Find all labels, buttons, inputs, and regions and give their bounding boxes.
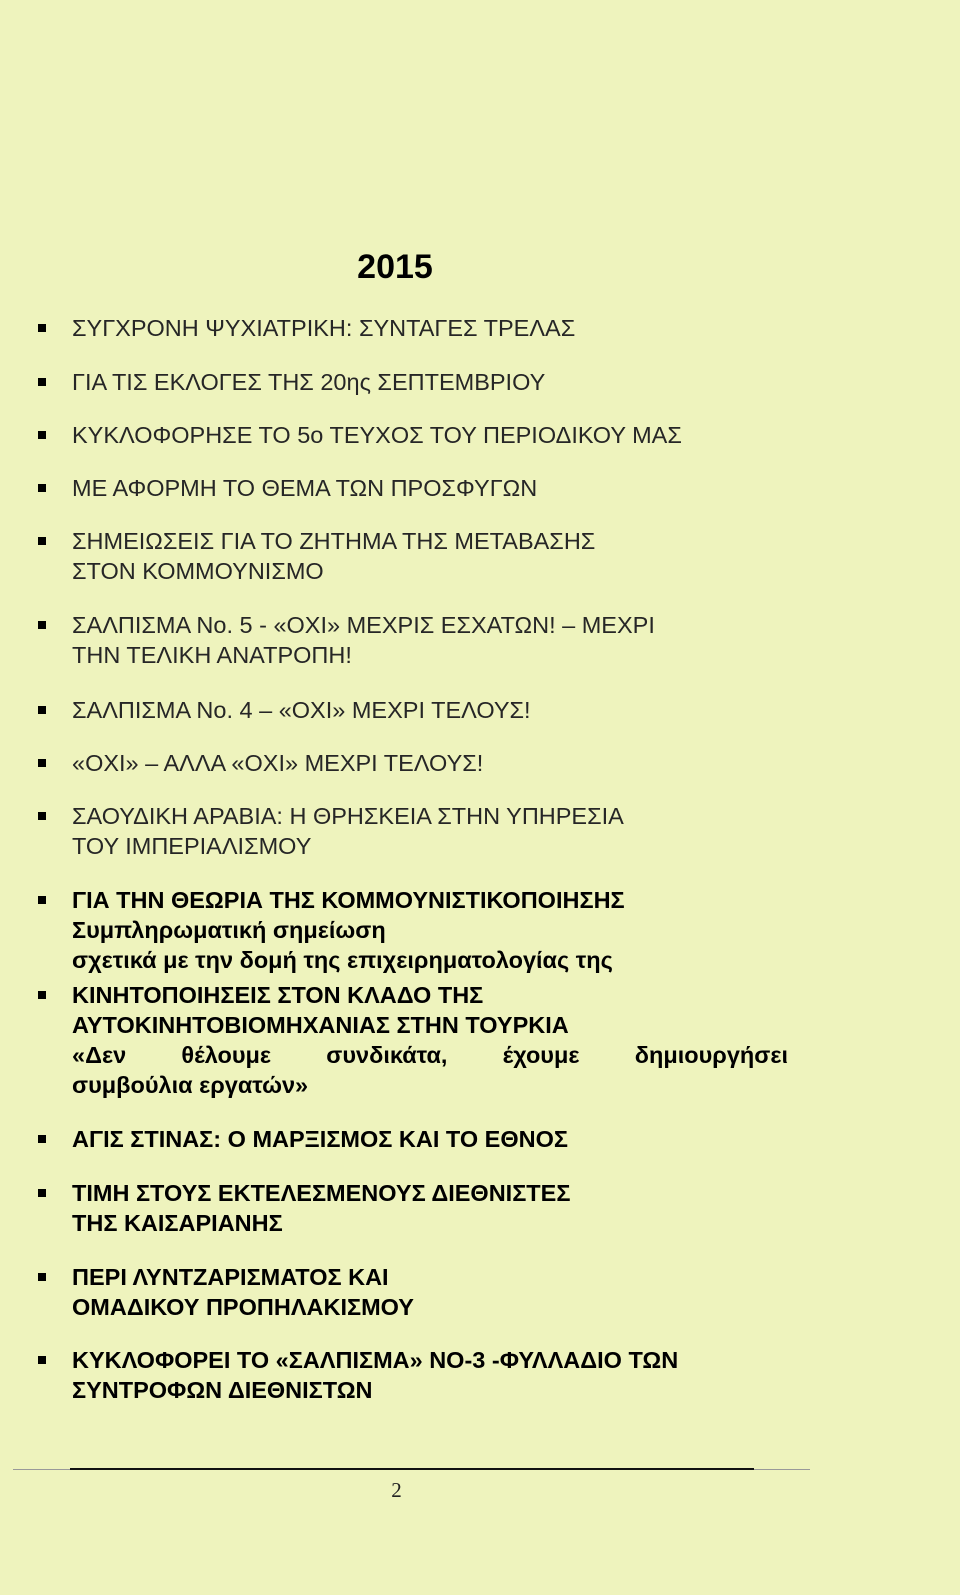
bullet-icon [38,812,46,820]
bullet-icon [38,1356,46,1364]
item-line: ΣΑΛΠΙΣΜΑ Νο. 4 – «ΟΧΙ» ΜΕΧΡΙ ΤΕΛΟΥΣ! [72,697,531,723]
item-line: ΓΙΑ ΤΙΣ ΕΚΛΟΓΕΣ ΤΗΣ 20ης ΣΕΠΤΕΜΒΡΙΟΥ [72,369,546,395]
item-line: ΤΗΣ ΚΑΙΣΑΡΙΑΝΗΣ [72,1210,283,1236]
list-item[interactable] [38,367,788,397]
year-heading: 2015 [357,248,433,286]
item-line: «ΟΧΙ» – ΑΛΛΑ «ΟΧΙ» ΜΕΧΡΙ ΤΕΛΟΥΣ! [72,750,484,776]
bullet-icon [38,537,46,545]
item-line: ΣΑΟΥΔΙΚΗ ΑΡΑΒΙΑ: Η ΘΡΗΣΚΕΙΑ ΣΤΗΝ ΥΠΗΡΕΣΙΑ [72,803,624,829]
bullet-icon [38,484,46,492]
item-line: Συμπληρωματική σημείωση [72,917,386,943]
item-line: ΑΓΙΣ ΣΤΙΝΑΣ: Ο ΜΑΡΞΙΣΜΟΣ ΚΑΙ ΤΟ ΕΘΝΟΣ [72,1126,568,1152]
list-item[interactable] [38,1124,788,1154]
list-item[interactable] [38,313,788,343]
item-line: ΣΗΜΕΙΩΣΕΙΣ ΓΙΑ ΤΟ ΖΗΤΗΜΑ ΤΗΣ ΜΕΤΑΒΑΣΗΣ [72,528,596,554]
bullet-icon [38,1189,46,1197]
item-line: ΣΑΛΠΙΣΜΑ Νο. 5 - «ΟΧΙ» ΜΕΧΡΙΣ ΕΣΧΑΤΩΝ! – ΜΕΧΡΙ [72,612,655,638]
item-line: ΑΥΤΟΚΙΝΗΤΟΒΙΟΜΗΧΑΝΙΑΣ ΣΤΗΝ ΤΟΥΡΚΙΑ [72,1012,569,1038]
bullet-icon [38,706,46,714]
item-line: «Δεν θέλουμε συνδικάτα, έχουμε δημιουργήσει [72,1042,788,1068]
item-line: ΠΕΡΙ ΛΥΝΤΖΑΡΙΣΜΑΤΟΣ ΚΑΙ [72,1264,389,1290]
list-item[interactable] [38,473,788,503]
item-line: ΚΥΚΛΟΦΟΡΕΙ ΤΟ «ΣΑΛΠΙΣΜΑ» ΝΟ-3 -ΦΥΛΛΑΔΙΟ ΤΩΝ [72,1347,679,1373]
list-item[interactable] [38,1178,788,1238]
item-line: ΚΙΝΗΤΟΠΟΙΗΣΕΙΣ ΣΤΟΝ ΚΛΑΔΟ ΤΗΣ [72,982,484,1008]
list-item[interactable] [38,420,788,450]
item-line: σχετικά με την δομή της επιχειρηματολογίας της [72,947,613,973]
item-line: ΜΕ ΑΦΟΡΜΗ ΤΟ ΘΕΜΑ ΤΩΝ ΠΡΟΣΦΥΓΩΝ [72,475,538,501]
list-item[interactable] [38,1345,788,1405]
item-line: ΣΤΟΝ ΚΟΜΜΟΥΝΙΣΜΟ [72,558,324,584]
list-item[interactable] [38,610,788,670]
bullet-icon [38,991,46,999]
item-line: ΟΜΑΔΙΚΟΥ ΠΡΟΠΗΛΑΚΙΣΜΟΥ [72,1294,414,1320]
item-line: ΣΥΓΧΡΟΝΗ ΨΥΧΙΑΤΡΙΚΗ: ΣΥΝΤΑΓΕΣ ΤΡΕΛΑΣ [72,315,576,341]
item-line: συμβούλια εργατών» [72,1072,309,1098]
item-line: ΓΙΑ ΤΗΝ ΘΕΩΡΙΑ ΤΗΣ ΚΟΜΜΟΥΝΙΣΤΙΚΟΠΟΙΗΣΗΣ [72,887,625,913]
bullet-icon [38,1273,46,1281]
bullet-icon [38,896,46,904]
bullet-icon [38,378,46,386]
page-number: 2 [391,1478,402,1502]
item-line: ΣΥΝΤΡΟΦΩΝ ΔΙΕΘΝΙΣΤΩΝ [72,1377,373,1403]
list-item[interactable] [38,885,788,975]
item-line: ΤΟΥ ΙΜΠΕΡΙΑΛΙΣΜΟΥ [72,833,312,859]
list-item[interactable] [38,980,788,1100]
item-line: ΤΙΜΗ ΣΤΟΥΣ ΕΚΤΕΛΕΣΜΕΝΟΥΣ ΔΙΕΘΝΙΣΤΕΣ [72,1180,571,1206]
bullet-icon [38,324,46,332]
bullet-icon [38,759,46,767]
bullet-icon [38,1135,46,1143]
list-item[interactable] [38,801,788,861]
item-line: ΚΥΚΛΟΦΟΡΗΣΕ ΤΟ 5ο ΤΕΥΧΟΣ ΤΟΥ ΠΕΡΙΟΔΙΚΟΥ ΜΑΣ [72,422,682,448]
item-line: ΤΗΝ ΤΕΛΙΚΗ ΑΝΑΤΡΟΠΗ! [72,642,352,668]
list-item[interactable] [38,748,788,778]
list-item[interactable] [38,526,788,586]
list-item[interactable] [38,695,788,725]
footer-divider-rule [70,1468,754,1470]
bullet-icon [38,431,46,439]
bullet-icon [38,621,46,629]
list-item[interactable] [38,1262,788,1322]
